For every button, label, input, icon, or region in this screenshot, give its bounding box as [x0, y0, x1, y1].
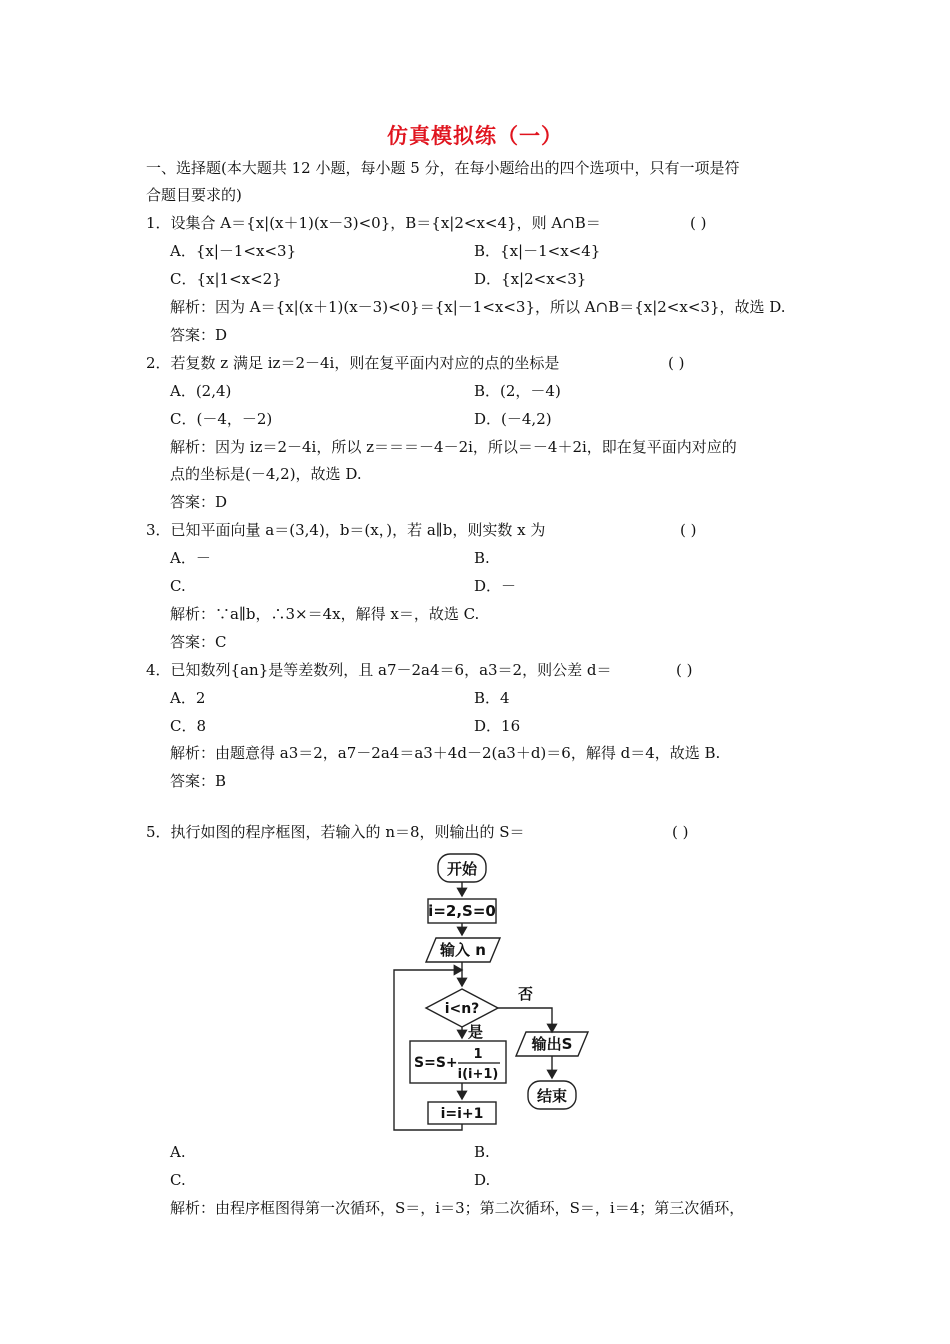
- flow-fraction-denominator: i(i+1): [457, 1067, 499, 1082]
- q4-option-a: A．2: [170, 689, 206, 707]
- q5-answer-blank: ( ): [672, 823, 689, 841]
- q1-analysis: 解析：因为 A＝{x|(x＋1)(x－3)<0}＝{x|－1<x<3}，所以 A∩B＝{x|2<x<3}，故选 D.: [170, 298, 786, 316]
- q3-option-c: C.: [170, 577, 186, 595]
- q4-option-d: D．16: [474, 717, 521, 735]
- q4-option-c: C．8: [170, 717, 207, 735]
- q2-option-b: B．(2，－4): [474, 382, 561, 400]
- q4-option-b: B．4: [474, 689, 510, 707]
- q1-option-c: C．{x|1<x<2}: [170, 270, 282, 288]
- flow-decision-label: i<n?: [444, 1001, 480, 1017]
- q2-stem: 2．若复数 z 满足 iz＝2－4i，则在复平面内对应的点的坐标是: [146, 354, 560, 372]
- flow-increment-label: i=i+1: [440, 1106, 484, 1122]
- q2-option-c: C．(－4，－2): [170, 410, 273, 428]
- q2-option-a: A．(2,4): [170, 382, 232, 400]
- q1-answer-blank: ( ): [690, 214, 707, 232]
- q4-analysis: 解析：由题意得 a3＝2，a7－2a4＝a3＋4d－2(a3＋d)＝6，解得 d＝4，故选 B.: [170, 744, 721, 762]
- flow-yes-label: 是: [468, 1023, 484, 1041]
- q4-answer: 答案：B: [170, 772, 227, 790]
- flow-input-label: 输入 n: [440, 941, 486, 959]
- q2-answer-blank: ( ): [668, 354, 685, 372]
- q3-option-b: B.: [474, 549, 490, 567]
- q2-answer: 答案：D: [170, 493, 228, 511]
- program-flowchart: [380, 848, 610, 1133]
- flow-no-label: 否: [518, 985, 534, 1003]
- q5-option-c: C.: [170, 1171, 186, 1189]
- q5-option-b: B.: [474, 1143, 490, 1161]
- q5-option-d: D.: [474, 1171, 491, 1189]
- q4-answer-blank: ( ): [676, 661, 693, 679]
- flow-assign-lhs: S=S+: [414, 1055, 458, 1071]
- section-intro-line1: 一、选择题(本大题共 12 小题，每小题 5 分，在每小题给出的四个选项中，只有一项是符: [146, 159, 740, 177]
- flow-fraction-numerator: 1: [473, 1047, 483, 1062]
- q2-analysis-line1: 解析：因为 iz＝2－4i，所以 z＝＝＝－4－2i，所以＝－4＋2i，即在复平面内对应的: [170, 438, 737, 456]
- q3-analysis: 解析：∵a∥b，∴3×＝4x，解得 x＝，故选 C.: [170, 605, 480, 623]
- q2-analysis-line2: 点的坐标是(－4,2)，故选 D.: [170, 465, 362, 483]
- q1-option-a: A．{x|－1<x<3}: [170, 242, 297, 260]
- flow-output-label: 输出S: [531, 1035, 573, 1053]
- q1-stem: 1．设集合 A＝{x|(x＋1)(x－3)<0}，B＝{x|2<x<4}，则 A∩B＝: [146, 214, 601, 232]
- q5-stem: 5．执行如图的程序框图，若输入的 n＝8，则输出的 S＝: [146, 823, 525, 841]
- section-intro-line2: 合题目要求的): [146, 186, 242, 204]
- flow-init-label: i=2,S=0: [428, 902, 496, 920]
- q3-answer-blank: ( ): [680, 521, 697, 539]
- q3-option-d: D．－: [474, 577, 517, 595]
- q3-stem: 3．已知平面向量 a＝(3,4)，b＝(x，)，若 a∥b，则实数 x 为: [146, 521, 546, 539]
- q3-option-a: A．－: [170, 549, 211, 567]
- q1-answer: 答案：D: [170, 326, 228, 344]
- page-title: 仿真模拟练（一）: [387, 124, 563, 148]
- q2-option-d: D．(－4,2): [474, 410, 552, 428]
- q5-option-a: A.: [170, 1143, 186, 1161]
- q1-option-d: D．{x|2<x<3}: [474, 270, 587, 288]
- q5-analysis: 解析：由程序框图得第一次循环，S＝，i＝3；第二次循环，S＝，i＝4；第三次循环，: [170, 1199, 745, 1217]
- q4-stem: 4．已知数列{an}是等差数列，且 a7－2a4＝6，a3＝2，则公差 d＝: [146, 661, 612, 679]
- flow-start-label: 开始: [446, 860, 478, 878]
- q1-option-b: B．{x|－1<x<4}: [474, 242, 601, 260]
- flow-end-label: 结束: [536, 1087, 568, 1105]
- q3-answer: 答案：C: [170, 633, 227, 651]
